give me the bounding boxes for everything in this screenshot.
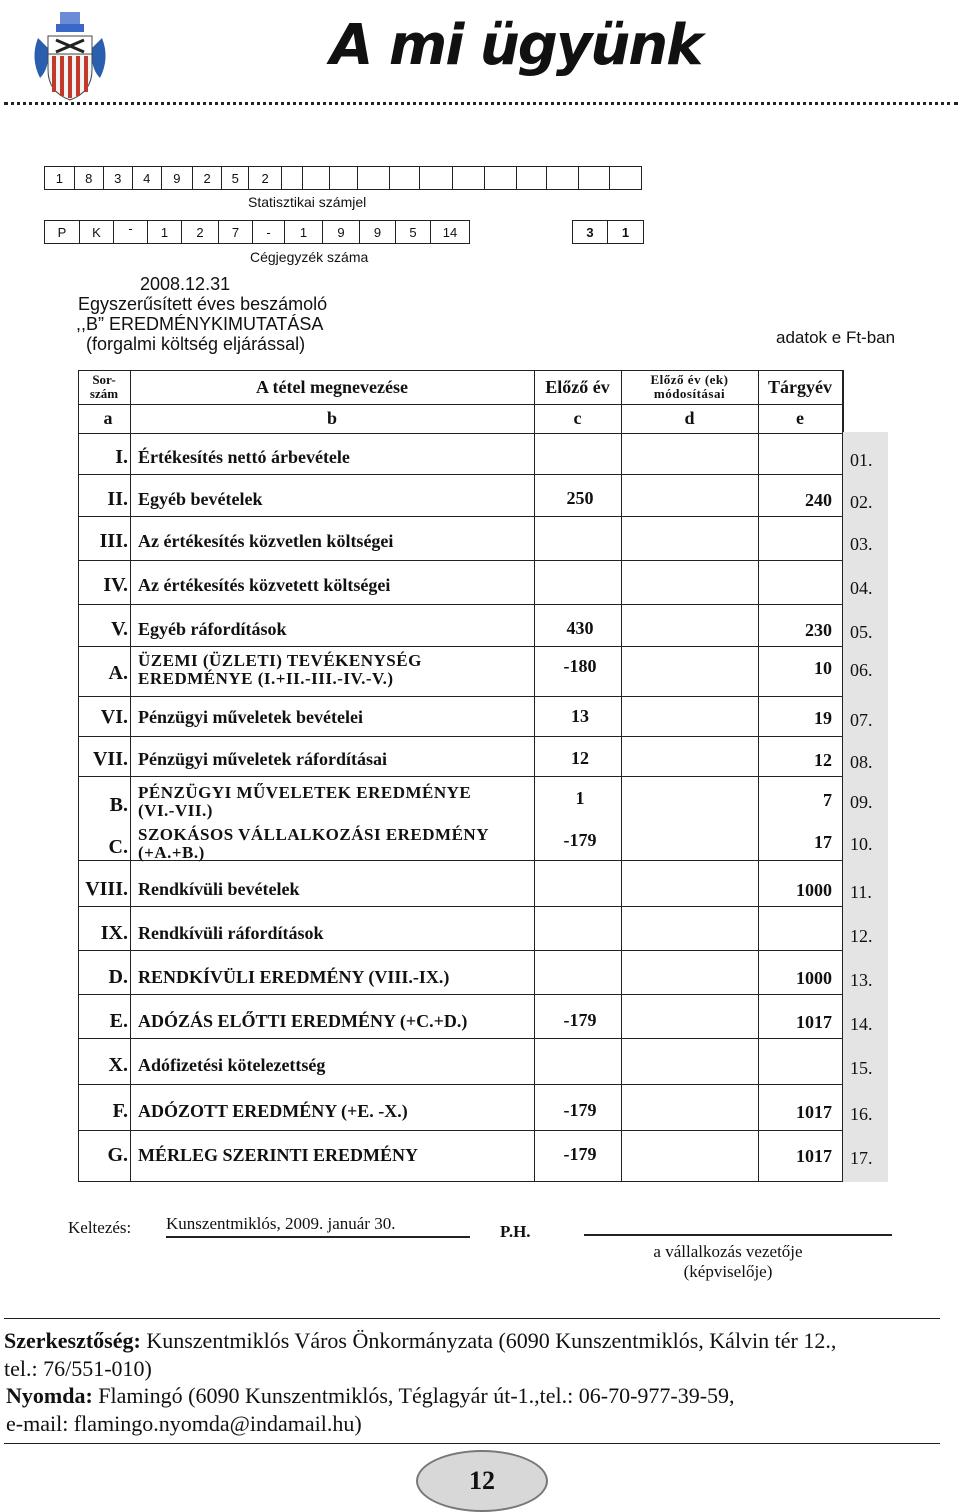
row-code: 05. <box>850 622 873 642</box>
row-number: B. <box>109 794 128 816</box>
signature-line <box>584 1234 892 1236</box>
reg-code-caption: Cégjegyzék száma <box>250 249 369 265</box>
report-date: 2008.12.31 <box>140 274 231 294</box>
stat-digit <box>303 167 330 189</box>
row-previous-year: 250 <box>566 488 594 508</box>
stat-digit <box>358 167 390 189</box>
row-number: V. <box>111 618 128 640</box>
stat-digit <box>579 167 611 189</box>
date-label: Keltezés: <box>68 1218 132 1237</box>
row-previous-year: 1 <box>575 788 585 808</box>
row-code: 10. <box>850 834 873 854</box>
row-number: G. <box>107 1144 128 1166</box>
row-current-year: 10 <box>814 658 832 678</box>
report-title-line-2: ,,B” EREDMÉNYKIMUTATÁSA <box>76 314 324 334</box>
reg-char: 14 <box>442 224 458 240</box>
masthead-divider <box>4 102 958 105</box>
row-current-year: 1017 <box>796 1102 832 1122</box>
stat-digit <box>330 167 358 189</box>
printer-info <box>6 1382 946 1438</box>
row-previous-year: 12 <box>571 748 589 768</box>
row-code: 12. <box>850 926 873 946</box>
row-code: 09. <box>850 792 873 812</box>
row-number: II. <box>107 488 128 510</box>
row-number: D. <box>108 966 128 988</box>
row-number: VI. <box>100 706 128 728</box>
stat-digit: 8 <box>75 167 104 189</box>
col-letter-e: e <box>796 407 804 428</box>
row-number: F. <box>112 1100 128 1122</box>
signer-line-1: a vállalkozás vezetője <box>653 1242 803 1261</box>
coat-of-arms-logo <box>30 8 110 104</box>
col-letter-d: d <box>684 407 695 428</box>
row-code: 14. <box>850 1014 873 1034</box>
header-previous-year: Előző év <box>545 376 610 397</box>
row-current-year: 1017 <box>796 1012 832 1032</box>
row-label: Adófizetési kötelezettség <box>138 1055 326 1075</box>
reg-char: - <box>114 221 148 243</box>
row-previous-year: 430 <box>566 618 594 638</box>
printer-label: Nyomda: <box>6 1383 93 1408</box>
reg-char: 7 <box>219 221 253 243</box>
row-code: 02. <box>850 492 873 512</box>
reg-char: - <box>253 221 285 243</box>
row-current-year: 240 <box>805 490 832 510</box>
reg-code-extra-boxes <box>572 220 644 244</box>
report-title-line-1: Egyszerűsített éves beszámoló <box>78 294 328 314</box>
row-current-year: 17 <box>814 832 832 852</box>
stat-digit: 9 <box>162 167 194 189</box>
row-code: 17. <box>850 1148 873 1168</box>
row-label: Az értékesítés közvetett költségei <box>138 575 391 595</box>
stat-digit <box>485 167 517 189</box>
row-code: 04. <box>850 578 873 598</box>
row-label: Rendkívüli ráfordítások <box>138 923 324 943</box>
row-label: RENDKÍVÜLI EREDMÉNY (VIII.-IX.) <box>138 967 450 987</box>
row-number: E. <box>109 1010 128 1032</box>
footer-divider-top <box>4 1318 940 1319</box>
footer-divider-bottom <box>4 1443 940 1444</box>
page-number: 12 <box>416 1450 548 1512</box>
row-previous-year: 13 <box>571 706 589 726</box>
row-current-year: 12 <box>814 750 832 770</box>
row-number: X. <box>108 1054 128 1076</box>
row-code: 07. <box>850 710 873 730</box>
row-label: Az értékesítés közvetlen költségei <box>138 531 394 551</box>
reg-char: 9 <box>323 221 360 243</box>
row-code: 13. <box>850 970 873 990</box>
reg-char: 2 <box>182 221 219 243</box>
row-label: ÜZEMI (ÜZLETI) TEVÉKENYSÉG EREDMÉNYE (I.+II.-III.-IV.-V.) <box>138 651 422 688</box>
row-current-year: 19 <box>814 708 832 728</box>
row-number: IX. <box>100 922 128 944</box>
row-previous-year: -179 <box>563 830 597 850</box>
date-value: Kunszentmiklós, 2009. január 30. <box>166 1214 470 1238</box>
signer-line-2: (képviselője) <box>683 1262 773 1281</box>
stat-digit <box>390 167 420 189</box>
row-label: Egyéb ráfordítások <box>138 619 287 639</box>
row-current-year: 7 <box>823 790 832 810</box>
reg-extra-char: 1 <box>621 224 630 240</box>
stat-digit: 5 <box>222 167 249 189</box>
stat-digit <box>453 167 485 189</box>
stat-digit <box>420 167 453 189</box>
header-modifications: Előző év (ek) módosításai <box>650 372 729 401</box>
reg-char: 5 <box>396 221 431 243</box>
row-previous-year: -179 <box>563 1100 597 1120</box>
stat-digit: 2 <box>249 167 281 189</box>
row-number: I. <box>115 446 128 468</box>
reg-char: 1 <box>285 221 323 243</box>
reg-char: 1 <box>148 221 182 243</box>
row-number: III. <box>99 530 128 552</box>
stat-digit: 1 <box>45 167 75 189</box>
col-letter-a: a <box>103 407 113 428</box>
stat-digit <box>547 167 579 189</box>
printer-text: Flamingó (6090 Kunszentmiklós, Téglagyár út-1.,tel.: 06-70-977-39-59, <box>92 1383 735 1408</box>
row-code: 11. <box>850 882 872 902</box>
row-code: 03. <box>850 534 873 554</box>
row-number: C. <box>108 836 128 858</box>
stat-digit <box>610 167 641 189</box>
reg-char: 9 <box>360 221 396 243</box>
stat-digit <box>282 167 303 189</box>
stat-digit <box>517 167 548 189</box>
report-title-line-3: (forgalmi költség eljárással) <box>86 334 306 354</box>
reg-char: P <box>45 221 80 243</box>
editor-label: Szerkesztőség: <box>4 1328 141 1353</box>
col-letter-b: b <box>326 407 337 428</box>
row-label: SZOKÁSOS VÁLLALKOZÁSI EREDMÉNY (+A.+B.) <box>138 825 489 862</box>
row-current-year: 1000 <box>796 968 832 988</box>
stat-digit: 3 <box>104 167 133 189</box>
row-current-year: 1017 <box>796 1146 832 1166</box>
row-previous-year: -179 <box>563 1144 597 1164</box>
row-label: Rendkívüli bevételek <box>138 879 300 899</box>
row-label: Egyéb bevételek <box>138 489 263 509</box>
row-code: 06. <box>850 660 873 680</box>
printer-text-2: e-mail: flamingo.nyomda@indamail.hu) <box>6 1411 362 1436</box>
stat-code-caption: Statisztikai számjel <box>248 194 367 210</box>
row-label: PÉNZÜGYI MŰVELETEK EREDMÉNYE (VI.-VII.) <box>138 783 472 820</box>
header-sorszam: Sor- szám <box>89 372 119 401</box>
editorial-info <box>4 1327 944 1383</box>
reg-code-boxes <box>44 220 470 244</box>
editor-text-2: tel.: 76/551-010) <box>4 1356 152 1381</box>
row-previous-year: -179 <box>563 1010 597 1030</box>
row-label: Pénzügyi műveletek bevételei <box>138 707 363 727</box>
row-label: Pénzügyi műveletek ráfordításai <box>138 749 387 769</box>
row-code: 15. <box>850 1058 873 1078</box>
income-statement-table <box>78 370 888 1182</box>
row-label: ADÓZÁS ELŐTTI EREDMÉNY (+C.+D.) <box>138 1011 468 1031</box>
stat-digit: 2 <box>193 167 222 189</box>
signer-title <box>606 1242 850 1282</box>
stamp-placeholder: P.H. <box>500 1222 531 1241</box>
row-code: 08. <box>850 752 873 772</box>
row-number: IV. <box>103 574 128 596</box>
header-current-year: Tárgyév <box>768 376 832 397</box>
row-label: ADÓZOTT EREDMÉNY (+E. -X.) <box>138 1101 408 1121</box>
row-number: A. <box>108 662 128 684</box>
row-code: 16. <box>850 1104 873 1124</box>
row-current-year: 230 <box>805 620 832 640</box>
editor-text: Kunszentmiklós Város Önkormányzata (6090 Kunszentmiklós, Kálvin tér 12., <box>140 1328 837 1353</box>
stat-digit: 4 <box>133 167 162 189</box>
stat-code-boxes <box>44 166 642 190</box>
row-number: VII. <box>92 748 128 770</box>
masthead-title: A mi ügyünk <box>330 13 702 78</box>
col-letter-c: c <box>573 407 582 428</box>
reg-extra-char: 3 <box>573 221 608 243</box>
row-previous-year: -180 <box>563 656 597 676</box>
row-label: Értékesítés nettó árbevétele <box>138 447 350 467</box>
row-code: 01. <box>850 450 873 470</box>
header-item-name: A tétel megnevezése <box>256 376 408 397</box>
report-title-block <box>76 274 328 354</box>
reg-char: K <box>80 221 114 243</box>
row-current-year: 1000 <box>796 880 832 900</box>
row-number: VIII. <box>85 878 128 900</box>
unit-note: adatok e Ft-ban <box>776 328 896 347</box>
row-label: MÉRLEG SZERINTI EREDMÉNY <box>138 1145 419 1165</box>
